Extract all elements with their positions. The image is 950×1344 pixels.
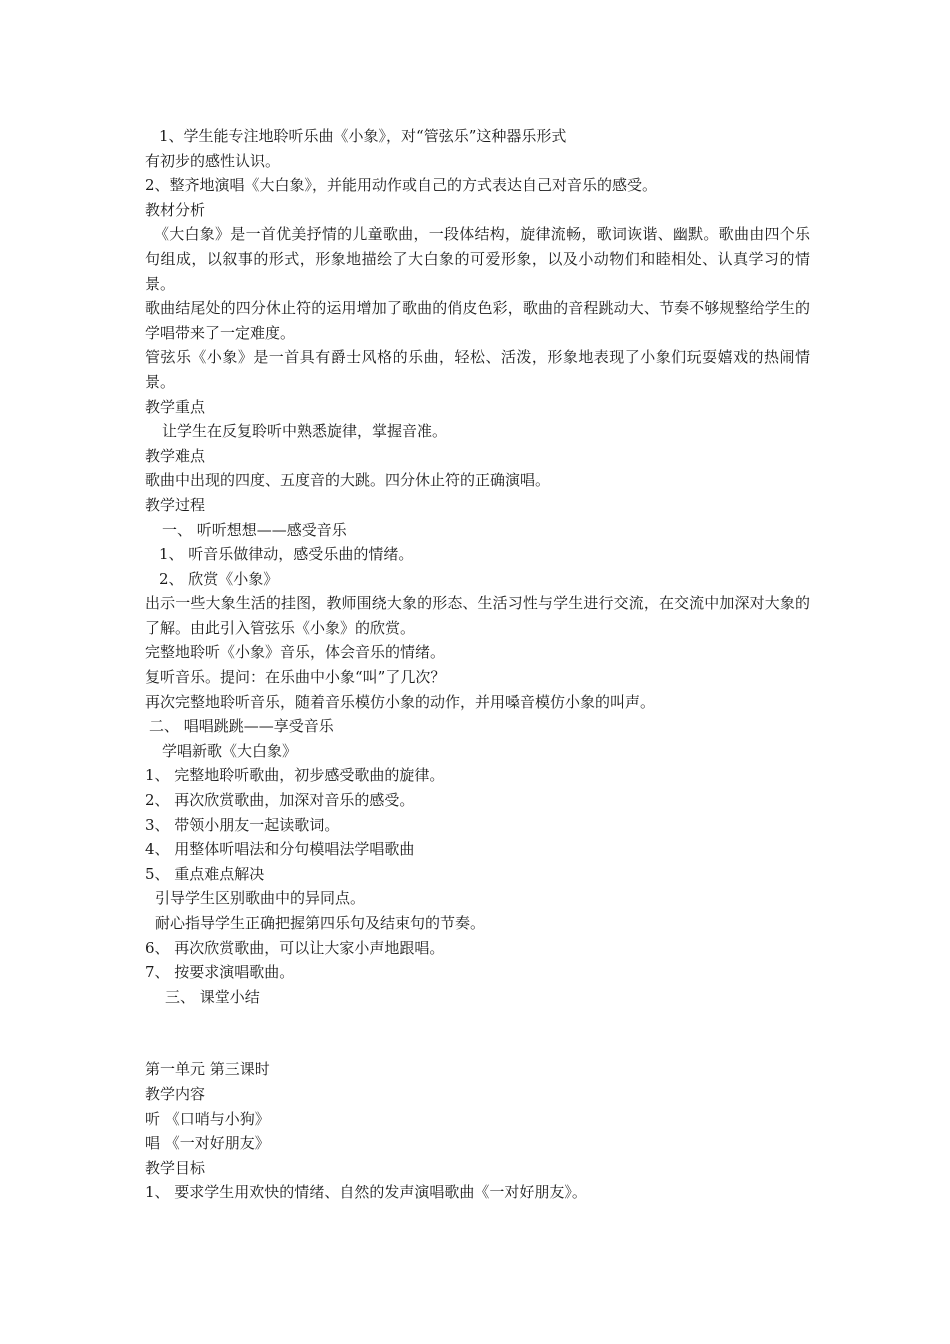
text-line: 再次完整地聆听音乐，随着音乐模仿小象的动作，并用嗓音模仿小象的叫声。 bbox=[145, 692, 656, 711]
list-item: 4、 用整体听唱法和分句模唱法学唱歌曲 bbox=[145, 840, 415, 859]
section-heading: 教学重点 bbox=[145, 397, 206, 416]
text-line: 2、整齐地演唱《大白象》，并能用动作或自己的方式表达自己对音乐的感受。 bbox=[145, 176, 658, 195]
paragraph: 出示一些大象生活的挂图，教师围绕大象的形态、生活习性与学生进行交流，在交流中加深对大象的了解。由此引入管弦乐《小象》的欣赏。 bbox=[145, 594, 810, 637]
document-body bbox=[145, 124, 810, 1205]
section-heading: 教学过程 bbox=[145, 495, 206, 514]
section-heading: 第一单元 第三课时 bbox=[145, 1060, 270, 1079]
list-item: 7、 按要求演唱歌曲。 bbox=[145, 963, 295, 982]
text-line: 1、 听音乐做律动，感受乐曲的情绪。 bbox=[159, 545, 414, 564]
list-item: 2、 再次欣赏歌曲，加深对音乐的感受。 bbox=[145, 791, 415, 810]
section-heading: 教学内容 bbox=[145, 1084, 206, 1103]
paragraph: 管弦乐《小象》是一首具有爵士风格的乐曲，轻松、活泼，形象地表现了小象们玩耍嬉戏的热闹情景。 bbox=[145, 348, 810, 391]
section-heading: 教学目标 bbox=[145, 1158, 206, 1177]
text-line: 二、 唱唱跳跳——享受音乐 bbox=[149, 717, 334, 736]
text-line: 2、 欣赏《小象》 bbox=[159, 569, 279, 588]
text-line: 一、 听听想想——感受音乐 bbox=[162, 520, 347, 539]
list-item: 3、 带领小朋友一起读歌词。 bbox=[145, 815, 340, 834]
text-line: 完整地聆听《小象》音乐，体会音乐的情绪。 bbox=[145, 643, 446, 662]
text-line: 唱 《一对好朋友》 bbox=[145, 1134, 270, 1153]
text-line: 有初步的感性认识。 bbox=[145, 151, 281, 170]
list-item: 1、 完整地聆听歌曲，初步感受歌曲的旋律。 bbox=[145, 766, 445, 785]
text-line: 听 《口哨与小狗》 bbox=[145, 1109, 270, 1128]
text-line: 三、 课堂小结 bbox=[165, 987, 260, 1006]
list-item: 1、 要求学生用欢快的情绪、自然的发声演唱歌曲《一对好朋友》。 bbox=[145, 1183, 587, 1202]
paragraph: 歌曲结尾处的四分休止符的运用增加了歌曲的俏皮色彩，歌曲的音程跳动大、节奏不够规整给学生的学唱带来了一定难度。 bbox=[145, 299, 810, 342]
text-line: 学唱新歌《大白象》 bbox=[162, 741, 298, 760]
section-heading: 教材分析 bbox=[145, 200, 206, 219]
spacer bbox=[145, 1009, 810, 1057]
text-line: 引导学生区别歌曲中的异同点。 bbox=[155, 889, 366, 908]
section-heading: 教学难点 bbox=[145, 446, 206, 465]
text-line: 耐心指导学生正确把握第四乐句及结束句的节奏。 bbox=[155, 914, 486, 932]
text-line: 复听音乐。提问：在乐曲中小象“叫”了几次？ bbox=[145, 668, 446, 687]
list-item: 6、 再次欣赏歌曲，可以让大家小声地跟唱。 bbox=[145, 938, 445, 957]
text-line: 歌曲中出现的四度、五度音的大跳。四分休止符的正确演唱。 bbox=[145, 471, 551, 490]
paragraph: 《大白象》是一首优美抒情的儿童歌曲，一段体结构，旋律流畅，歌词诙谐、幽默。歌曲由四个乐句组成，以叙事的形式，形象地描绘了大白象的可爱形象，以及小动物们和睦相处、认真学习的情景。 bbox=[145, 225, 810, 293]
text-line: 让学生在反复聆听中熟悉旋律，掌握音准。 bbox=[162, 422, 448, 441]
text-line: 1、学生能专注地聆听乐曲《小象》，对“管弦乐”这种器乐形式 bbox=[159, 127, 567, 145]
list-item: 5、 重点难点解决 bbox=[145, 864, 265, 883]
